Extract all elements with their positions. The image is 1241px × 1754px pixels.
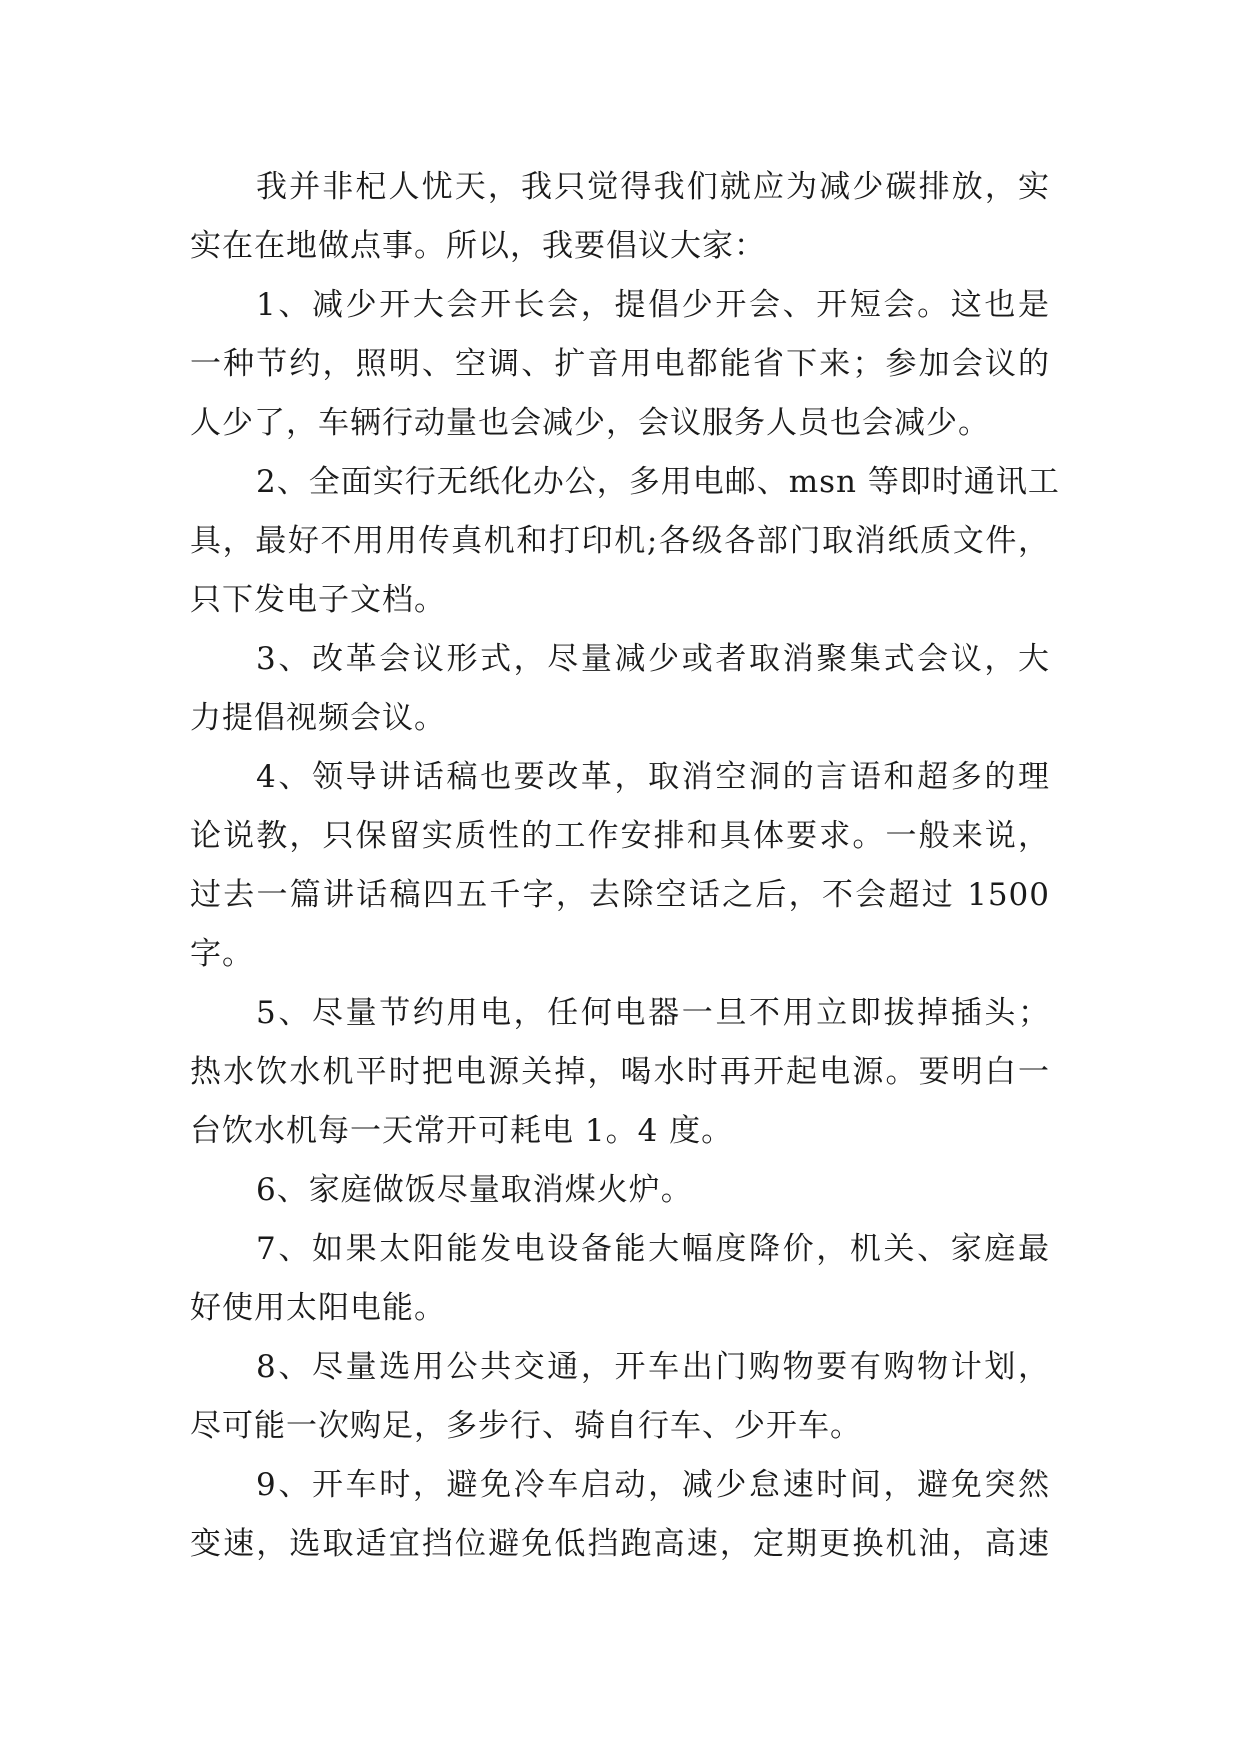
text-line: 8、尽量选用公共交通，开车出门购物要有购物计划，	[256, 1349, 1050, 1385]
text-line: 9、开车时，避免冷车启动，减少怠速时间，避免突然	[256, 1467, 1050, 1503]
text-line: 我并非杞人忧天，我只觉得我们就应为减少碳排放，实	[256, 169, 1050, 205]
text-line: 只下发电子文档。	[190, 582, 446, 618]
text-line: 变速，选取适宜挡位避免低挡跑高速，定期更换机油，高速	[190, 1526, 1050, 1562]
text-line: 力提倡视频会议。	[190, 700, 446, 736]
text-line: 4、领导讲话稿也要改革，取消空洞的言语和超多的理	[256, 759, 1050, 795]
text-line: 过去一篇讲话稿四五千字，去除空话之后，不会超过 1500	[190, 877, 1050, 913]
text-line: 人少了，车辆行动量也会减少，会议服务人员也会减少。	[190, 405, 990, 441]
text-line: 台饮水机每一天常开可耗电 1。4 度。	[190, 1113, 734, 1149]
text-line: 6、家庭做饭尽量取消煤火炉。	[256, 1172, 693, 1208]
text-line: 实在在地做点事。所以，我要倡议大家：	[190, 228, 766, 264]
text-line: 7、如果太阳能发电设备能大幅度降价，机关、家庭最	[256, 1231, 1050, 1267]
text-line: 3、改革会议形式，尽量减少或者取消聚集式会议，大	[256, 641, 1050, 677]
text-line: 论说教，只保留实质性的工作安排和具体要求。一般来说，	[190, 818, 1050, 854]
text-line: 5、尽量节约用电，任何电器一旦不用立即拔掉插头；	[256, 995, 1050, 1031]
text-line: 尽可能一次购足，多步行、骑自行车、少开车。	[190, 1408, 862, 1444]
text-line: 热水饮水机平时把电源关掉，喝水时再开起电源。要明白一	[190, 1054, 1050, 1090]
text-line: 1、减少开大会开长会，提倡少开会、开短会。这也是	[256, 287, 1050, 323]
text-line: 字。	[190, 936, 254, 972]
document-body	[190, 158, 1060, 1574]
text-line: 具，最好不用用传真机和打印机;各级各部门取消纸质文件，	[190, 523, 1050, 559]
text-line: 好使用太阳电能。	[190, 1290, 446, 1326]
text-line: 一种节约，照明、空调、扩音用电都能省下来；参加会议的	[190, 346, 1050, 382]
text-line: 2、全面实行无纸化办公，多用电邮、msn 等即时通讯工	[256, 464, 1060, 500]
